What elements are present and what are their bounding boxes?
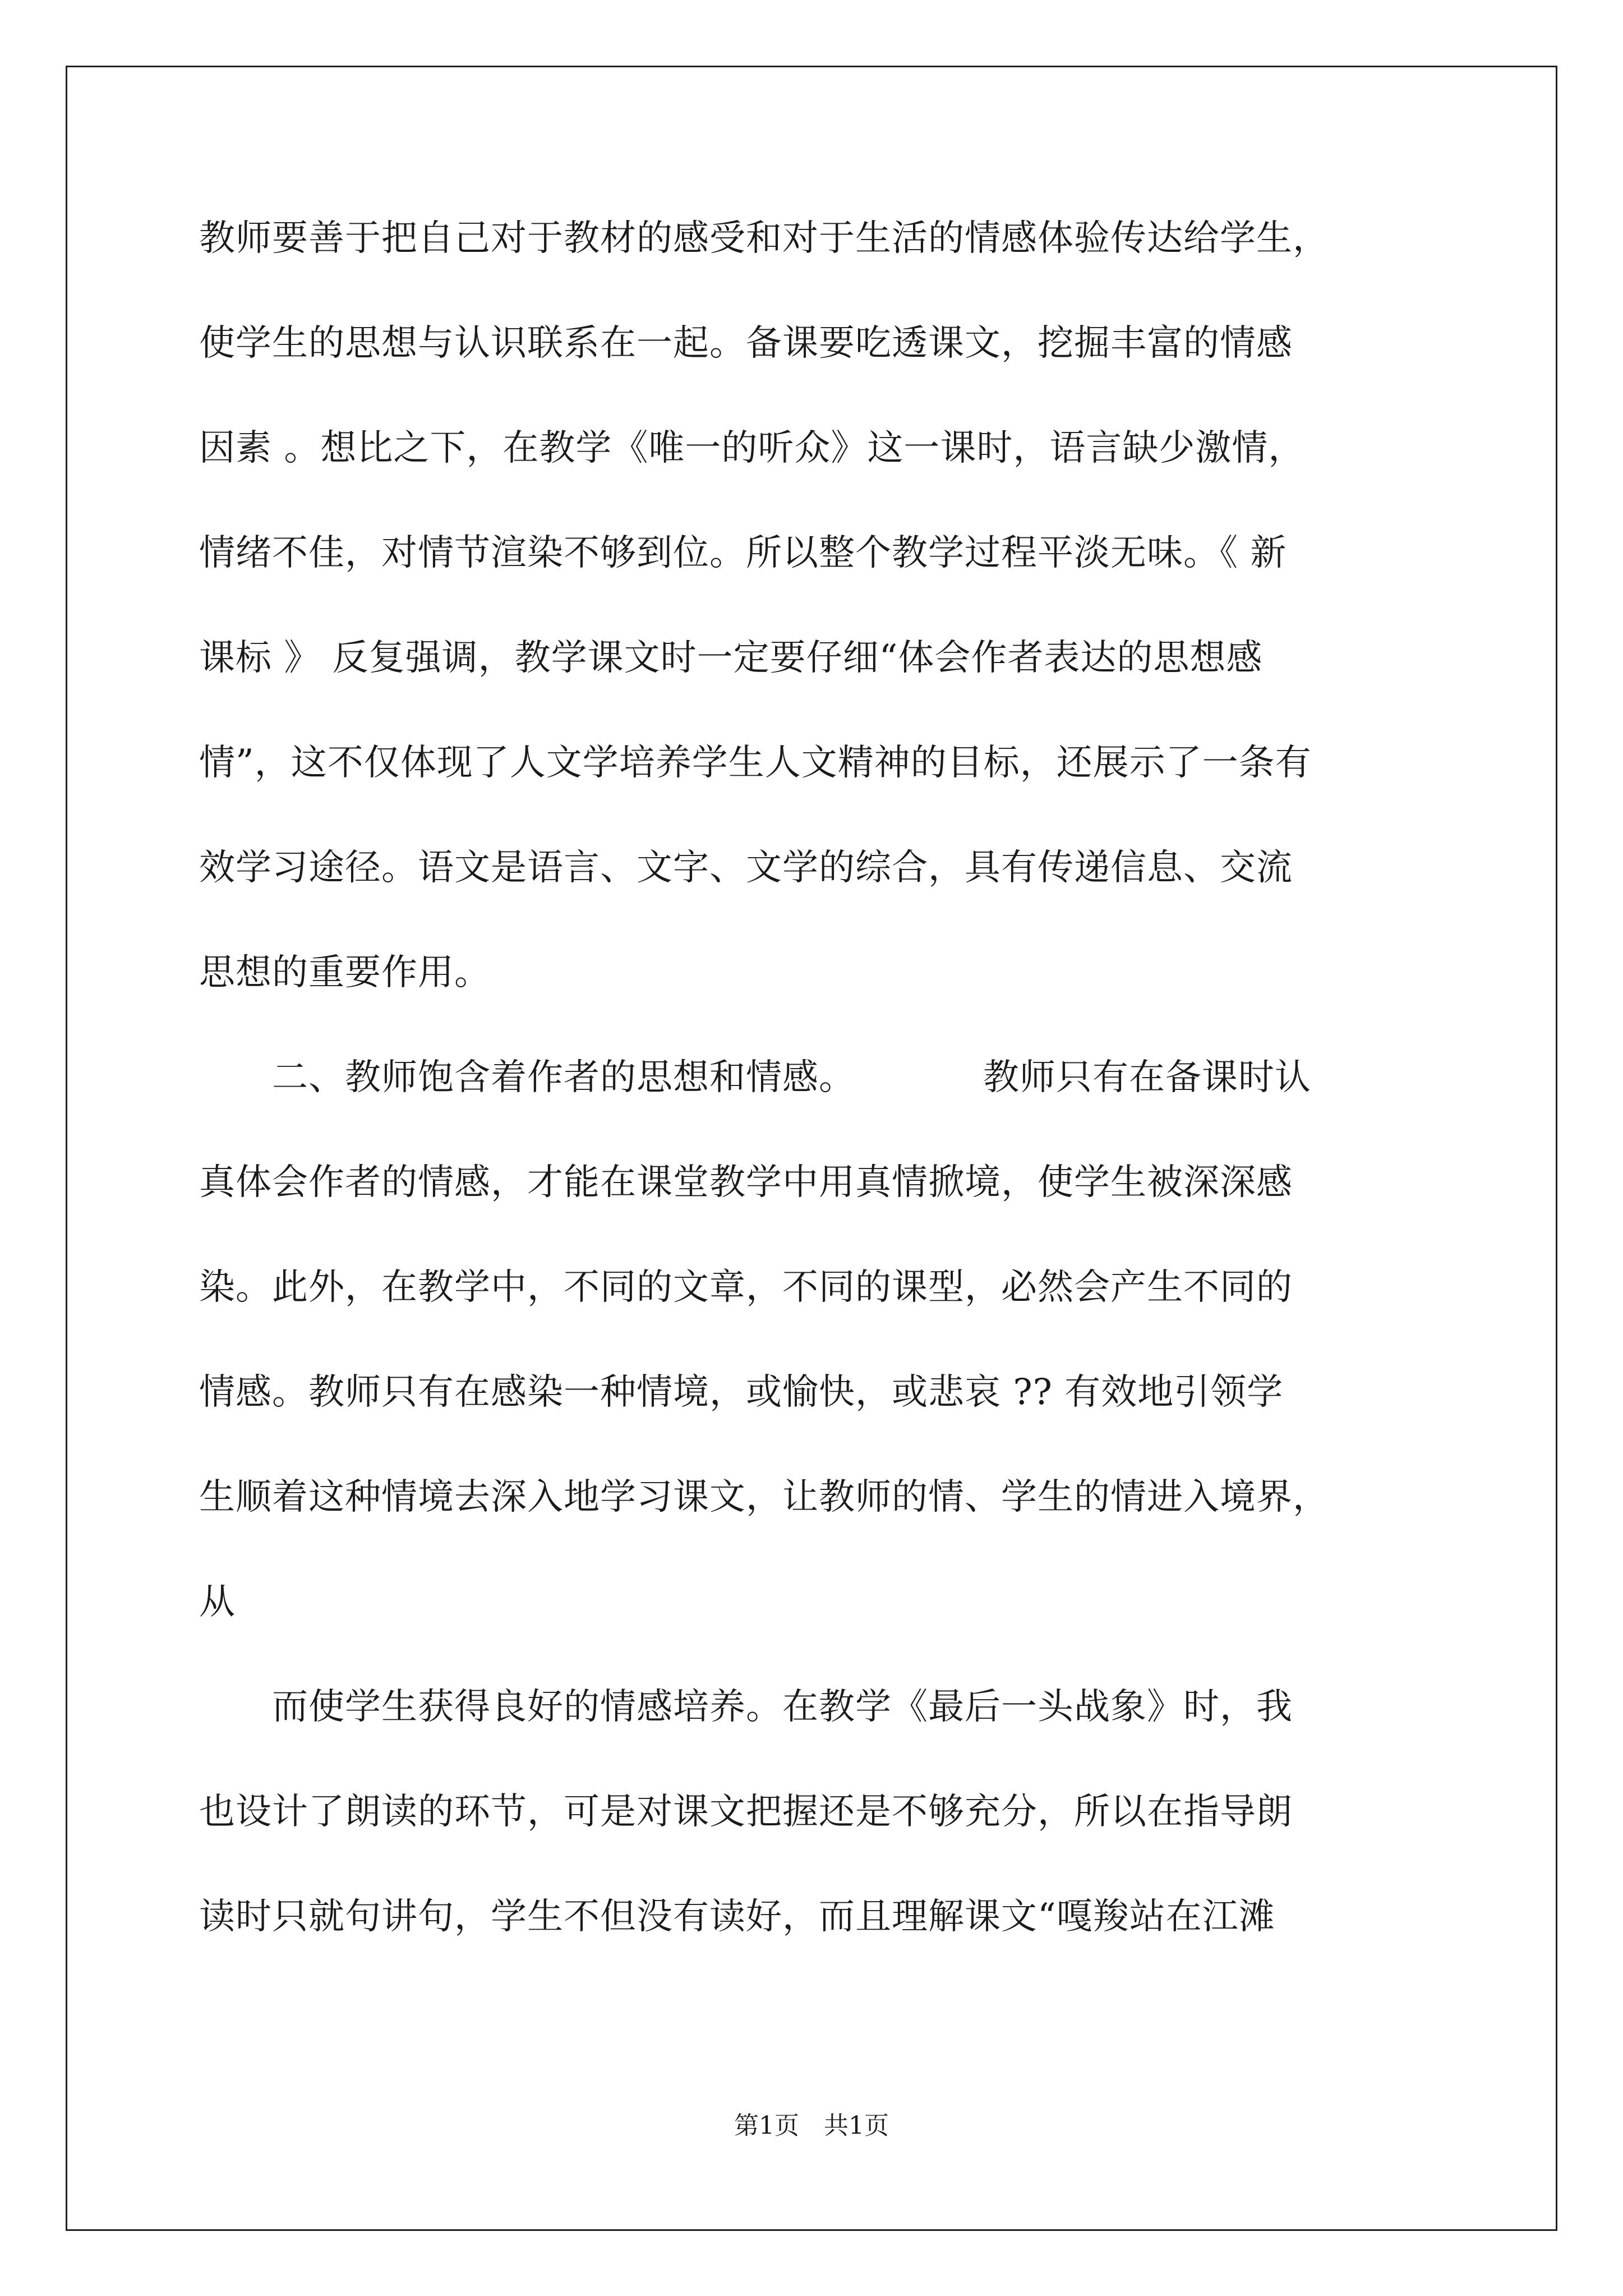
text-line: 真体会作者的情感，才能在课堂教学中用真情掀境，使学生被深深感 (199, 1162, 1293, 1203)
text-line: 情感。教师只有在感染一种情境，或愉快，或悲哀 ?? 有效地引领学 (199, 1372, 1284, 1413)
text-line: 从 (199, 1581, 236, 1623)
text-line: 也设计了朗读的环节，可是对课文把握还是不够充分，所以在指导朗 (199, 1791, 1293, 1833)
text-line: 生顺着这种情境去深入地学习课文，让教师的情、学生的情进入境界， (199, 1476, 1329, 1518)
text-line: 教师要善于把自己对于教材的感受和对于生活的情感体验传达给学生， (199, 218, 1329, 259)
text-line: 情”，这不仅体现了人文学培养学生人文精神的目标，还展示了一条有 (199, 742, 1312, 784)
text-line: 二、教师饱含着作者的思想和情感。 教师只有在备课时认 (199, 1057, 1311, 1098)
text-line: 课标 》 反复强调，教学课文时一定要仔细“体会作者表达的思想感 (199, 637, 1263, 679)
text-line: 思想的重要作用。 (199, 952, 491, 993)
text-line: 效学习途径。语文是语言、文字、文学的综合，具有传递信息、交流 (199, 847, 1293, 889)
text-line: 因素 。想比之下，在教学《唯一的听众》这一课时，语言缺少激情， (199, 427, 1305, 469)
page-number: 第1页 共1页 (734, 2111, 889, 2140)
text-line: 读时只就句讲句，学生不但没有读好，而且理解课文“嘎羧站在江滩 (199, 1896, 1275, 1938)
document-body (199, 213, 1433, 1996)
text-line: 染。此外，在教学中，不同的文章，不同的课型，必然会产生不同的 (199, 1267, 1293, 1308)
text-line: 情绪不佳，对情节渲染不够到位。所以整个教学过程平淡无味。《 新 (199, 532, 1287, 574)
text-line: 使学生的思想与认识联系在一起。备课要吃透课文，挖掘丰富的情感 (199, 323, 1293, 364)
text-line: 而使学生获得良好的情感培养。在教学《最后一头战象》时，我 (199, 1686, 1293, 1728)
